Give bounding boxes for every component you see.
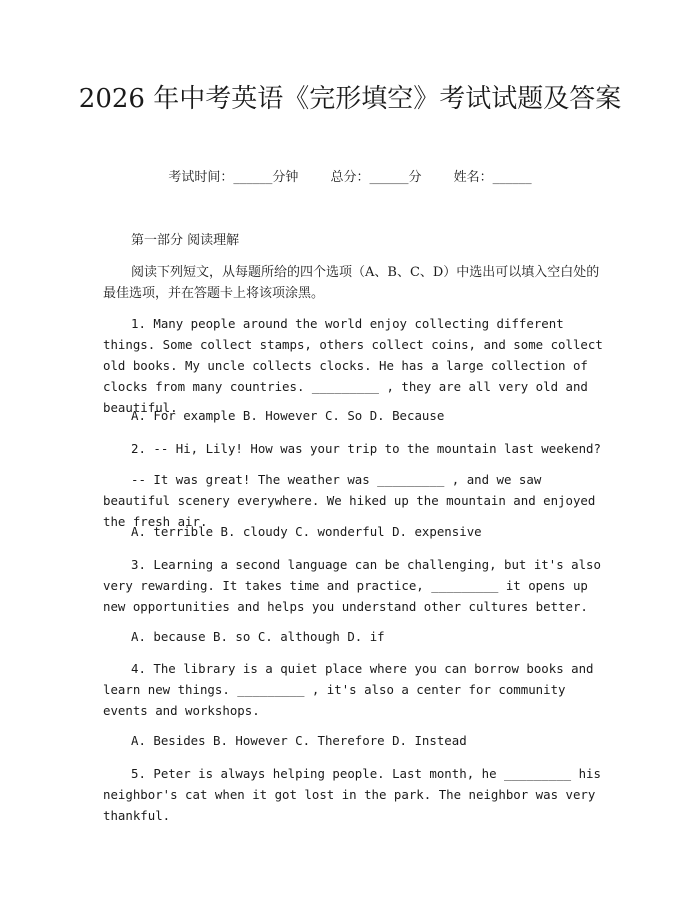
- question-3-options: A. because B. so C. although D. if: [131, 629, 385, 644]
- page-title: 2026 年中考英语《完形填空》考试试题及答案: [78, 84, 622, 114]
- question-2-text: 2. -- Hi, Lily! How was your trip to the mountain last weekend?: [131, 441, 601, 456]
- question-2-reply: -- It was great! The weather was _________ , and we saw beautiful scenery everywhere. We hiked up the mountain and enjoyed the fresh air.: [103, 472, 596, 529]
- exam-time-field: 考试时间：______分钟: [168, 170, 299, 185]
- name-field: 姓名：______: [453, 170, 532, 185]
- section-title: 第一部分 阅读理解: [131, 233, 240, 248]
- question-3-text: 3. Learning a second language can be challenging, but it's also very rewarding. It takes time and practice, _________ it opens up new opportunities and helps you understand other cultures better.: [103, 557, 601, 614]
- question-2-options: A. terrible B. cloudy C. wonderful D. expensive: [131, 524, 482, 539]
- question-4-options: A. Besides B. However C. Therefore D. Instead: [131, 733, 467, 748]
- question-4-text: 4. The library is a quiet place where you can borrow books and learn new things. _________ , it's also a center for community events and workshops.: [103, 661, 594, 718]
- instructions: 阅读下列短文，从每题所给的四个选项（A、B、C、D）中选出可以填入空白处的最佳选项，并在答题卡上将该项涂黑。: [103, 265, 600, 301]
- question-1-text: 1. Many people around the world enjoy collecting different things. Some collect stamps, others collect coins, and some collect old books. My uncle collects clocks. He has a large collection of clocks from many countries. _________ , they are all very old and beautiful.: [103, 316, 603, 415]
- exam-meta: [0, 168, 700, 188]
- total-score-field: 总分：______分: [330, 170, 422, 185]
- question-5-text: 5. Peter is always helping people. Last month, he _________ his neighbor's cat when it got lost in the park. The neighbor was very thankful.: [103, 766, 601, 823]
- question-1-options: A. For example B. However C. So D. Because: [131, 408, 445, 423]
